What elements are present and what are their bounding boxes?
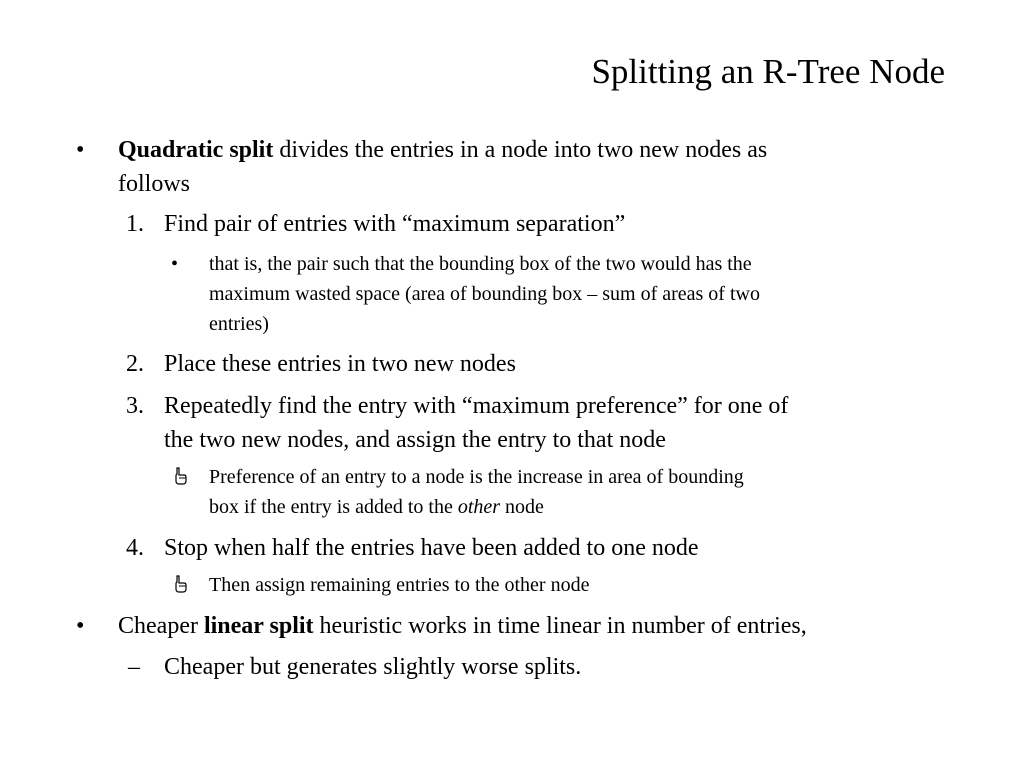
bullet-text: divides the entries in a node into two new nodes as <box>273 137 768 163</box>
term-linear-split: linear split <box>203 613 314 639</box>
step-4-text: Stop when half the entries have been added to one node <box>164 535 699 561</box>
bullet-linear-split <box>118 609 807 643</box>
sub-bullet-marker: • <box>171 253 179 275</box>
bullet-text: Cheaper <box>118 613 204 639</box>
bullet-text-continued: follows <box>118 171 190 197</box>
bullet-marker: • <box>76 613 85 639</box>
step-4-detail: Then assign remaining entries to the other node <box>209 574 590 596</box>
step-1-detail-line-1: that is, the pair such that the bounding box of the two would has the <box>209 253 752 275</box>
emphasis-other: other <box>457 496 501 518</box>
step-2-text: Place these entries in two new nodes <box>164 351 516 377</box>
page-title: Splitting an R-Tree Node <box>591 52 945 91</box>
detail-text: box if the entry is added to the <box>209 496 458 518</box>
bullet-quadratic-split <box>118 133 767 167</box>
step-1-detail-line-3: entries) <box>209 313 269 335</box>
bullet-marker: • <box>76 137 85 163</box>
step-number-1: 1. <box>126 211 144 237</box>
dash-marker: – <box>128 654 140 680</box>
step-3-detail-line-1: Preference of an entry to a node is the increase in area of bounding <box>209 466 744 488</box>
step-number-3: 3. <box>126 393 144 419</box>
step-3-text-line-1: Repeatedly find the entry with “maximum preference” for one of <box>164 393 789 419</box>
bullet-text: heuristic works in time linear in number of entries, <box>313 613 807 639</box>
pointing-hand-icon <box>174 575 188 593</box>
step-1-detail-line-2: maximum wasted space (area of bounding box – sum of areas of two <box>209 283 760 305</box>
step-number-4: 4. <box>126 535 144 561</box>
step-number-2: 2. <box>126 351 144 377</box>
linear-split-note: Cheaper but generates slightly worse splits. <box>164 654 582 680</box>
detail-text: node <box>500 496 544 518</box>
pointing-hand-icon <box>174 467 188 485</box>
term-quadratic-split: Quadratic split <box>118 137 274 163</box>
step-1-text: Find pair of entries with “maximum separation” <box>164 211 626 237</box>
step-3-detail-line-2 <box>209 492 544 522</box>
step-3-text-line-2: the two new nodes, and assign the entry to that node <box>164 427 666 453</box>
